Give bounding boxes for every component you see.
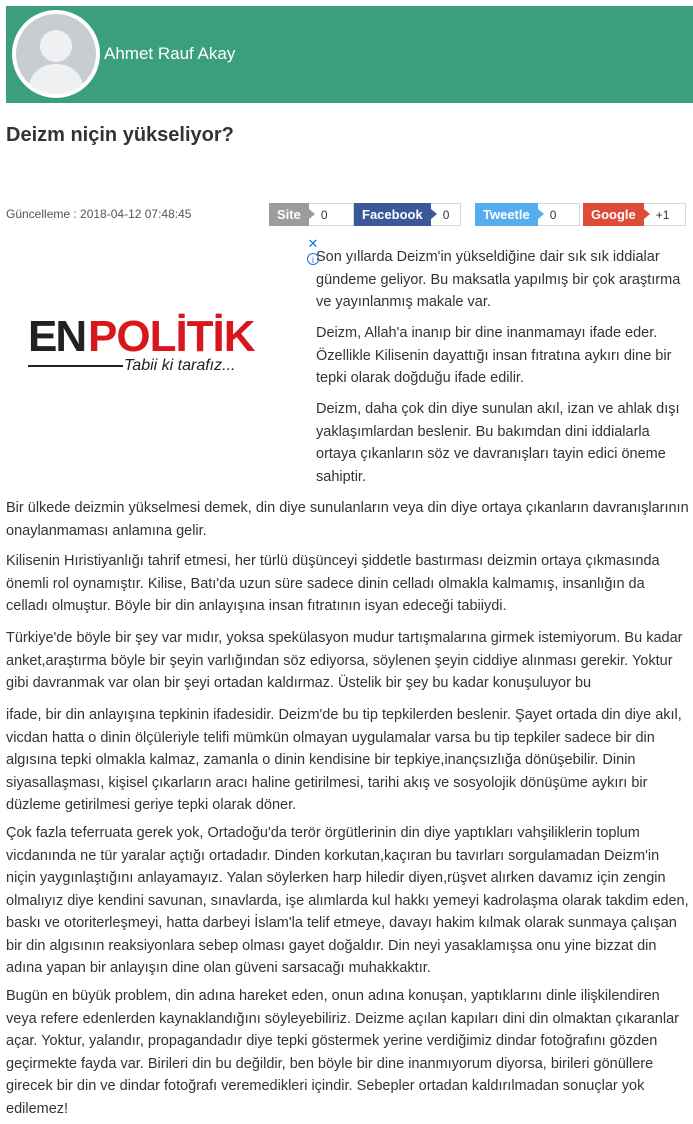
share-site-button[interactable]: Site: [269, 203, 309, 226]
article-paragraph: Son yıllarda Deizm'in yükseldiğine dair sık sık iddialar gündeme geliyor. Bu maksatla yapılmış bir çok araştırma ve yayınlanmış makale var.: [316, 249, 681, 310]
share-twitter-count: 0: [538, 203, 580, 226]
logo-text-en: EN: [28, 312, 86, 361]
share-facebook-count: 0: [431, 203, 461, 226]
page-title: Deizm niçin yükseliyor?: [6, 124, 234, 146]
share-facebook-button[interactable]: Facebook: [354, 203, 431, 226]
updated-timestamp: Güncelleme : 2018-04-12 07:48:45: [6, 207, 192, 221]
article-paragraph: Deizm, daha çok din diye sunulan akıl, izan ve ahlak dışı yaklaşımlardan beslenir. Bu bakımdan dini iddialarla ortaya çıkanların söz ve davranışları tayin edici öneme sahiptir.: [316, 401, 680, 485]
ad-info-icon[interactable]: i: [307, 253, 319, 265]
share-google-count: +1: [644, 203, 686, 226]
ad-close-icon[interactable]: ✕: [307, 236, 319, 251]
user-silhouette-icon: [16, 14, 96, 94]
share-facebook[interactable]: [354, 203, 461, 226]
author-header: [6, 6, 693, 103]
article-paragraph: Çok fazla teferruata gerek yok, Ortadoğu'da terör örgütlerinin din diye yaptıkları vahşiliklerin toplum vicdanında ne tür yaralar açtığı ortadadır. Dinden korkutan,kaçıran bu tavırları sorgulamadan Deizm'in niçin yaygınlaştığını anlayamayız. Yalan söylerken harp hiledir diyen,rüşvet alırken davamız için zengin olmalıyız diye kendini savunan, sınavlarda, işe alımlarda kul hakkı yemeyi kadrolaşma olarak takdim eden, baskı ve otoriterleşmeyi, hatta darbeyi İslam'la telif etmeye, davayı hakim kılmak olarak sunmaya çalışan bir din algısının reaksiyonlara sebep olması gayet doğaldır. Din neyi yasaklamışsa onu yine bizzat din adına yapan bir anlayışın dine olan güveni sarsacağı muhakkaktır.: [6, 825, 689, 976]
article-paragraph: Türkiye'de böyle bir şey var mıdır, yoksa spekülasyon mudur tartışmalarına girmek istemiyorum. Bu kadar anket,araştırma böyle bir şeyin varlığından söz ediyorsa, söylenen şeyin ciddiye alınması gerekir. Yoktur gibi davranmak var olan bir şeyi ortadan kaldırmaz. Üstelik bir şey bu kadar konuşuluyor bu: [6, 630, 683, 691]
share-twitter[interactable]: [475, 203, 580, 226]
article-paragraph: Deizm, Allah'a inanıp bir dine inanmamayı ifade eder. Özellikle Kilisenin dayattığı insan fıtratına aykırı dine bir tepki olarak doğduğu ifade edilir.: [316, 325, 672, 386]
enpolitik-logo[interactable]: [28, 312, 273, 375]
share-site[interactable]: [269, 203, 354, 226]
share-twitter-button[interactable]: Tweetle: [475, 203, 538, 226]
avatar[interactable]: [12, 10, 100, 98]
author-name[interactable]: Ahmet Rauf Akay: [104, 44, 236, 63]
article-paragraph: Kilisenin Hıristiyanlığı tahrif etmesi, her türlü düşünceyi şiddetle bastırması deizmin ortaya çıkmasında önemli rol oynamıştır. Kilise, Batı'da uzun süre sadece dinin celladı olmakla kalmamış, insanlığın da celladı olmuştur. Böyle bir din anlayışına insan fıtratının isyan edeceği tabiiydi.: [6, 553, 660, 614]
article-paragraph: Bir ülkede deizmin yükselmesi demek, din diye sunulanların veya din diye ortaya çıkanların davranışlarının onaylanmaması anlamına gelir.: [6, 500, 689, 539]
logo-text-politik: POLİTİK: [88, 312, 255, 361]
logo-divider: [28, 365, 123, 367]
article-paragraph: ifade, bir din anlayışına tepkinin ifadesidir. Deizm'de bu tip tepkilerden beslenir. Şayet ortada din diye akıl, vicdan hatta o dinin ölçüleriyle telifi mümkün olmayan uygulamalar varsa bu tip tepkiler sadece bir din algısına tepki olmakla kalmaz, zamanla o dinin kendisine bir tepkiye,inançsızlığa dönüşebilir. Dinin siyasallaşması, kişisel çıkarların aracı haline getirilmesi, tarihi akış ve sosyolojik dönüşüme aykırı bir düzleme getirilmesi geriye tepki olarak döner.: [6, 707, 682, 813]
share-google[interactable]: [583, 203, 686, 226]
share-site-count: 0: [309, 203, 354, 226]
share-google-button[interactable]: Google: [583, 203, 644, 226]
article-paragraph: Bugün en büyük problem, din adına hareket eden, onun adına konuşan, yaptıklarını dinle ilişkilendiren veya refere edenlerden kaynaklandığını söyleyebiliriz. Deizme açılan kapıları dini din olmaktan çıkaranlar açar. Yoktur, yalandır, propagandadır diye tepki göstermek yerine verdiğimiz dindar fotoğrafını gözden geçirmekte fayda var. Birileri din bu değildir, ben böyle bir dine inanmıyorum diyorsa, birileri gönüllere girecek bir din ve dindar fotoğrafı veremedikleri içindir. Sebepler ortadan kaldırılmadan sonuçlar yok edilemez!: [6, 988, 679, 1117]
logo-tagline: Tabii ki tarafız...: [124, 357, 236, 374]
